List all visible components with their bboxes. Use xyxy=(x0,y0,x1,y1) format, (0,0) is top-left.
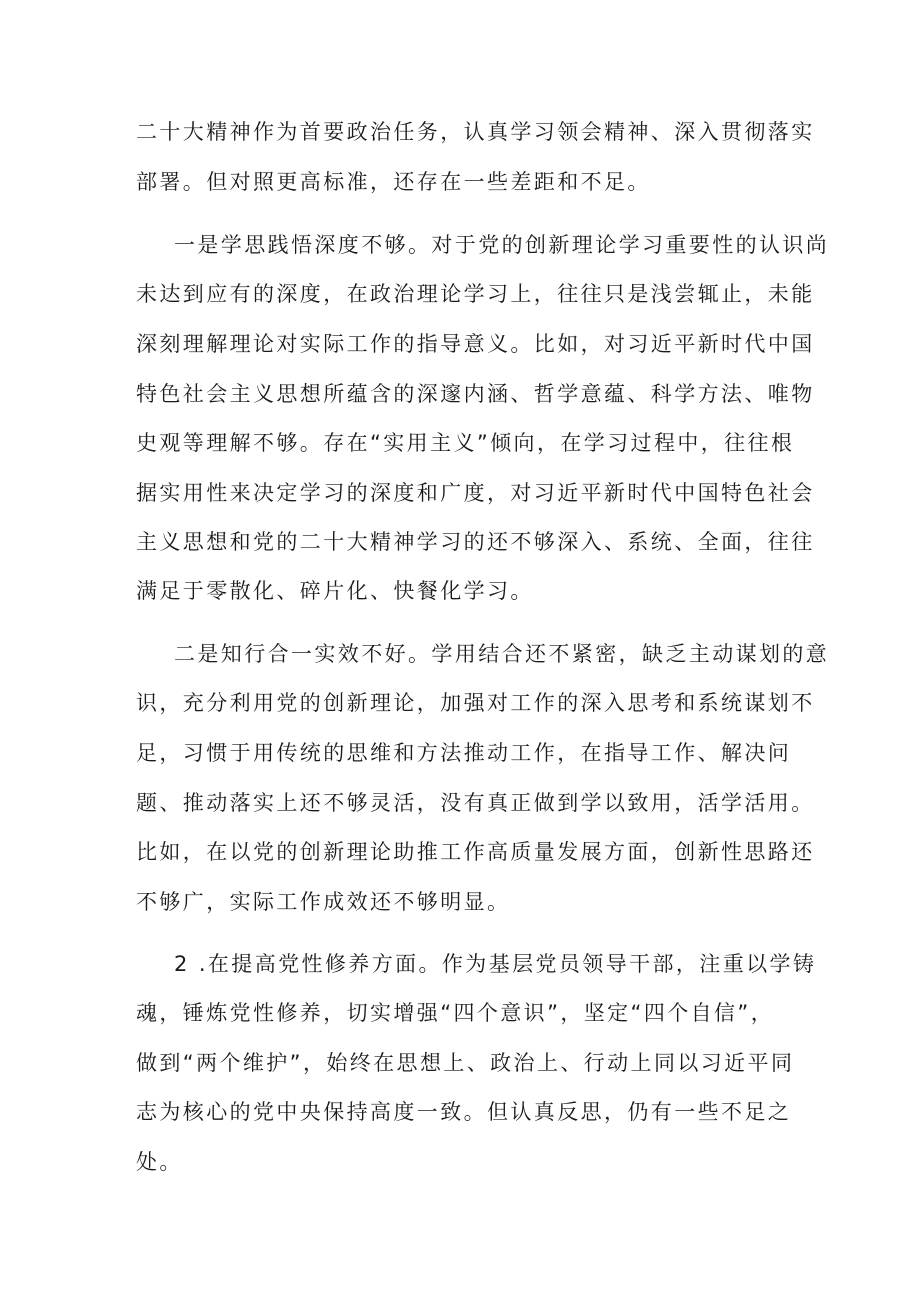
paragraph-2-line-5: 史观等理解不够。存在“实用主义”倾向，在学习过程中，往往根 xyxy=(136,431,795,455)
paragraph-3-line-1: 二是知行合一实效不好。学用结合还不紧密，缺乏主动谋划的意 xyxy=(174,642,830,666)
paragraph-2-line-3: 深刻理解理论对实际工作的指导意义。比如，对习近平新时代中国 xyxy=(136,332,815,356)
paragraph-4-line-1: 2 .在提高党性修养方面。作为基层党员领导干部，注重以学铸 xyxy=(174,952,817,976)
paragraph-3-line-4: 题、推动落实上还不够灵活，没有真正做到学以致用，活学活用。 xyxy=(136,791,815,815)
paragraph-3-line-5: 比如，在以党的创新理论助推工作高质量发展方面，创新性思路还 xyxy=(136,840,815,864)
paragraph-3-line-3: 足，习惯于用传统的思维和方法推动工作，在指导工作、解决问 xyxy=(136,741,792,765)
paragraph-4-line-5: 处。 xyxy=(136,1150,183,1174)
paragraph-3-line-6: 不够广，实际工作成效还不够明显。 xyxy=(136,890,511,914)
paragraph-2-line-7: 主义思想和党的二十大精神学习的还不够深入、系统、全面，往往 xyxy=(136,530,815,554)
paragraph-1-line-2: 部署。但对照更高标准，还存在一些差距和不足。 xyxy=(136,170,651,194)
paragraph-4-line-2: 魂，锤炼党性修养，切实增强“四个意识”，坚定“四个自信”， xyxy=(136,1001,775,1025)
paragraph-2-line-4: 特色社会主义思想所蕴含的深邃内涵、哲学意蕴、科学方法、唯物 xyxy=(136,382,815,406)
paragraph-2-line-6: 据实用性来决定学习的深度和广度，对习近平新时代中国特色社会 xyxy=(136,481,815,505)
paragraph-2-line-1: 一是学思践悟深度不够。对于党的创新理论学习重要性的认识尚 xyxy=(174,233,830,257)
paragraph-1-line-1: 二十大精神作为首要政治任务，认真学习领会精神、深入贯彻落实 xyxy=(136,120,815,144)
paragraph-4-line-3: 做到“两个维护”，始终在思想上、政治上、行动上同以习近平同 xyxy=(136,1051,795,1075)
paragraph-4-line-4: 志为核心的党中央保持高度一致。但认真反思，仍有一些不足之 xyxy=(136,1100,792,1124)
paragraph-2-line-8: 满足于零散化、碎片化、快餐化学习。 xyxy=(136,579,534,603)
paragraph-2-line-2: 未达到应有的深度，在政治理论学习上，往往只是浅尝辄止，未能 xyxy=(136,282,815,306)
paragraph-3-line-2: 识，充分利用党的创新理论，加强对工作的深入思考和系统谋划不 xyxy=(136,691,815,715)
